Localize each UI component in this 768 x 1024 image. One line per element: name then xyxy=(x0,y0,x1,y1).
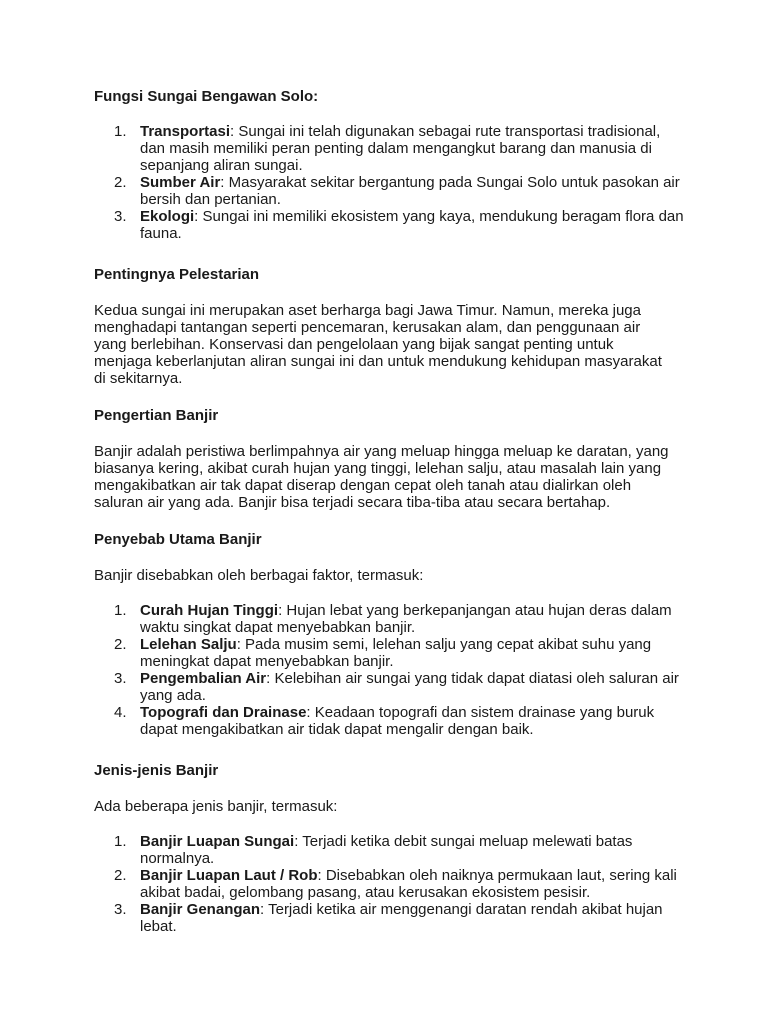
list-term: Sumber Air xyxy=(140,174,221,191)
section-paragraph: Kedua sungai ini merupakan aset berharga bagi Jawa Timur. Namun, mereka juga menghadapi tantangan seperti pencemaran, kerusakan alam, dan penggunaan air yang berlebihan. Konservasi dan pengelolaan yang bijak sangat penting untuk menjaga keberlanjutan aliran sungai ini dan untuk mendukung kehidupan masyarakat di sekitarnya. xyxy=(94,302,662,387)
list-text: : Terjadi ketika debit sungai meluap melewati batas normalnya. xyxy=(140,833,633,867)
list-number: 3. xyxy=(114,901,127,918)
list-item xyxy=(94,123,684,174)
section-heading: Jenis-jenis Banjir xyxy=(94,762,219,779)
section-heading: Fungsi Sungai Bengawan Solo: xyxy=(94,88,319,105)
section-paragraph: Banjir adalah peristiwa berlimpahnya air yang meluap hingga meluap ke daratan, yang biasanya kering, akibat curah hujan yang tinggi, lelehan salju, atau masalah lain yang mengakibatkan air tak dapat diserap dengan cepat oleh tanah atau dialirkan oleh saluran air yang ada. Banjir bisa terjadi secara tiba-tiba atau secara bertahap. xyxy=(94,443,669,511)
list-number: 2. xyxy=(114,867,127,884)
list-item xyxy=(94,602,684,636)
list-term: Banjir Luapan Laut / Rob xyxy=(140,867,318,884)
list-item xyxy=(94,670,684,704)
list-term: Transportasi xyxy=(140,123,231,140)
section-pengertian-banjir xyxy=(94,407,684,511)
section-paragraph: Ada beberapa jenis banjir, termasuk: xyxy=(94,798,338,815)
document-page xyxy=(94,88,684,935)
list-item xyxy=(94,208,684,242)
section-pentingnya-pelestarian xyxy=(94,266,684,387)
section-heading: Pengertian Banjir xyxy=(94,407,219,424)
list-number: 2. xyxy=(114,174,127,191)
list-item xyxy=(94,636,684,670)
list-number: 1. xyxy=(114,833,127,850)
list-number: 1. xyxy=(114,602,127,619)
list-item xyxy=(94,704,684,738)
section-jenis-jenis-banjir xyxy=(94,762,684,935)
section-fungsi-sungai xyxy=(94,88,684,242)
numbered-list xyxy=(94,833,684,935)
list-term: Lelehan Salju xyxy=(140,636,237,653)
list-text: : Kelebihan air sungai yang tidak dapat diatasi oleh saluran air yang ada. xyxy=(140,670,679,704)
list-text: : Masyarakat sekitar bergantung pada Sungai Solo untuk pasokan air bersih dan pertanian. xyxy=(140,174,680,208)
list-text: : Disebabkan oleh naiknya permukaan laut, sering kali akibat badai, gelombang pasang, atau kerusakan ekosistem pesisir. xyxy=(140,867,677,901)
numbered-list xyxy=(94,602,684,738)
list-text: : Sungai ini memiliki ekosistem yang kaya, mendukung beragam flora dan fauna. xyxy=(140,208,684,242)
list-text: : Sungai ini telah digunakan sebagai rute transportasi tradisional, dan masih memiliki peran penting dalam mengangkut barang dan manusia di sepanjang aliran sungai. xyxy=(140,123,661,174)
list-number: 4. xyxy=(114,704,127,721)
list-term: Banjir Genangan xyxy=(140,901,261,918)
numbered-list xyxy=(94,123,684,242)
section-penyebab-utama-banjir xyxy=(94,531,684,738)
list-term: Ekologi xyxy=(140,208,195,225)
section-heading: Penyebab Utama Banjir xyxy=(94,531,262,548)
list-term: Curah Hujan Tinggi xyxy=(140,602,279,619)
list-text: : Terjadi ketika air menggenangi daratan rendah akibat hujan lebat. xyxy=(140,901,663,935)
list-term: Pengembalian Air xyxy=(140,670,267,687)
list-item xyxy=(94,901,684,935)
list-number: 3. xyxy=(114,670,127,687)
list-number: 3. xyxy=(114,208,127,225)
list-text: : Pada musim semi, lelehan salju yang cepat akibat suhu yang meningkat dapat menyebabkan banjir. xyxy=(140,636,652,670)
section-paragraph: Banjir disebabkan oleh berbagai faktor, termasuk: xyxy=(94,567,424,584)
list-text: : Keadaan topografi dan sistem drainase yang buruk dapat mengakibatkan air tidak dapat mengalir dengan baik. xyxy=(140,704,655,738)
list-number: 1. xyxy=(114,123,127,140)
list-term: Topografi dan Drainase xyxy=(140,704,307,721)
list-text: : Hujan lebat yang berkepanjangan atau hujan deras dalam waktu singkat dapat menyebabkan banjir. xyxy=(140,602,672,636)
list-number: 2. xyxy=(114,636,127,653)
section-heading: Pentingnya Pelestarian xyxy=(94,266,260,283)
list-item xyxy=(94,833,684,867)
list-term: Banjir Luapan Sungai xyxy=(140,833,295,850)
list-item xyxy=(94,174,684,208)
list-item xyxy=(94,867,684,901)
